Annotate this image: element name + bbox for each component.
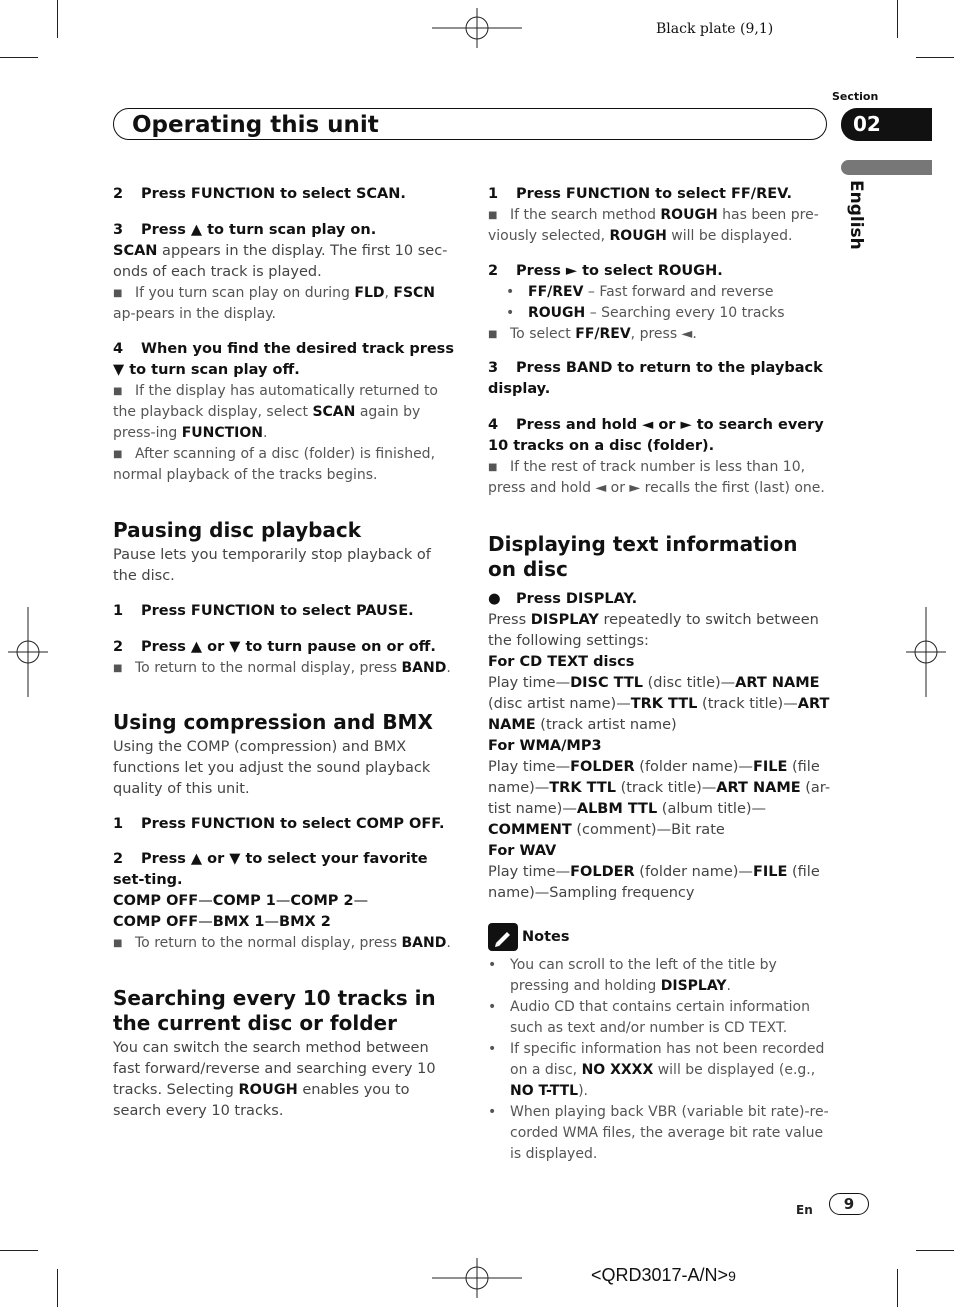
square-bullet-icon: ■ — [488, 210, 498, 221]
bold-term: ART NAME — [488, 696, 830, 733]
bold-term: TRK TTL — [549, 780, 616, 796]
bullet-icon: • — [488, 1041, 497, 1057]
paragraph — [488, 610, 832, 652]
bold-term: ROUGH — [528, 305, 586, 321]
bold-term: ART NAME — [716, 780, 801, 796]
text: Press — [488, 612, 531, 628]
text: , — [384, 285, 394, 301]
dash: — — [275, 893, 291, 909]
list-item — [488, 1102, 832, 1165]
text: If you turn scan play on during — [135, 285, 355, 301]
registration-mark-icon — [8, 607, 48, 697]
left-column — [113, 184, 455, 1122]
title-bar — [113, 108, 827, 140]
step — [113, 601, 455, 622]
text: After scanning of a disc (folder) is finished, normal playback of the tracks begins. — [113, 446, 436, 483]
bold-term: ROUGH — [609, 228, 667, 244]
text: You can scroll to the left of the title by pressing and holding — [510, 957, 777, 994]
step-number: 3 — [113, 222, 124, 238]
subheading: For WMA/MP3 — [488, 738, 602, 754]
language-code: En — [796, 1203, 813, 1217]
step — [113, 814, 455, 835]
document-code — [591, 1265, 736, 1286]
note — [113, 444, 455, 486]
note — [488, 205, 832, 247]
section-number: 02 — [841, 108, 932, 141]
bold-term: FILE — [752, 759, 788, 775]
bold-term: FUNCTION — [181, 425, 263, 441]
crop-mark — [57, 1269, 58, 1307]
section-label: Section — [832, 90, 879, 103]
step-number: 4 — [113, 341, 124, 357]
text: has been pre-viously selected, — [488, 207, 819, 244]
setting: BMX 1 — [212, 914, 265, 930]
text: . — [446, 660, 451, 676]
step-number: 2 — [488, 263, 499, 279]
subheading: For WAV — [488, 843, 557, 859]
text: (file name)—Sampling frequency — [488, 864, 820, 901]
square-bullet-icon: ■ — [113, 288, 123, 299]
bold-term: BAND — [401, 660, 447, 676]
registration-mark-icon — [432, 1258, 522, 1298]
step-text: Press FUNCTION to select PAUSE. — [141, 603, 414, 619]
note — [488, 457, 832, 499]
step-text: Press ▲ or ▼ to turn pause on or off. — [141, 639, 436, 655]
text: ap-pears in the display. — [113, 306, 276, 322]
setting: COMP OFF — [113, 893, 199, 909]
section-heading: Displaying text information on disc — [488, 532, 798, 581]
bold-term: FSCN — [393, 285, 436, 301]
bold-term: COMMENT — [488, 822, 572, 838]
text: will be displayed (e.g., — [653, 1062, 816, 1078]
text: (folder name)— — [634, 864, 753, 880]
paragraph — [488, 757, 832, 841]
note — [488, 324, 832, 345]
list-item — [488, 997, 832, 1039]
page-number: 9 — [829, 1193, 869, 1215]
bullet-icon: • — [506, 284, 515, 300]
dash: — — [198, 914, 213, 930]
bold-term: SCAN — [312, 404, 356, 420]
square-bullet-icon: ■ — [113, 663, 123, 674]
bold-term: DISPLAY — [660, 978, 727, 994]
bold-term: FLD — [354, 285, 385, 301]
step-number: 3 — [488, 360, 499, 376]
setting: COMP 2 — [290, 893, 354, 909]
bold-term: DISC TTL — [570, 675, 644, 691]
note — [113, 933, 455, 954]
step-number: 2 — [113, 851, 124, 867]
step-text: Press FUNCTION to select SCAN. — [141, 186, 406, 202]
setting-sequence — [113, 891, 455, 912]
text: . — [726, 978, 731, 994]
step — [113, 637, 455, 658]
text: . — [446, 935, 451, 951]
step-number: 1 — [113, 816, 124, 832]
text: repeatedly to switch between the following settings: — [488, 612, 819, 649]
setting: BMX 2 — [279, 914, 331, 930]
pencil-note-icon — [488, 923, 518, 951]
list-item — [488, 1039, 832, 1102]
text: . — [263, 425, 268, 441]
bold-term: ALBM TTL — [576, 801, 658, 817]
square-bullet-icon: ■ — [488, 462, 498, 473]
crop-mark — [0, 1250, 38, 1251]
square-bullet-icon: ■ — [488, 329, 498, 340]
bullet-icon: • — [488, 1104, 497, 1120]
text: If specific information has not been recorded on a disc, — [510, 1041, 825, 1078]
step-text: Press ► to select ROUGH. — [516, 263, 723, 279]
step — [488, 358, 832, 400]
crop-mark — [897, 0, 898, 38]
paragraph: Using the COMP (compression) and BMX functions let you adjust the sound playback quality of this unit. — [113, 739, 431, 797]
bold-term: FOLDER — [570, 864, 635, 880]
section-heading: Pausing disc playback — [113, 518, 362, 542]
text: will be displayed. — [666, 228, 793, 244]
text: If the display has automatically returned to the playback display, select — [113, 383, 438, 420]
setting: COMP OFF — [113, 914, 199, 930]
step-number: 4 — [488, 417, 499, 433]
note — [113, 658, 455, 679]
code-number: 9 — [728, 1268, 736, 1284]
list-item — [488, 282, 832, 303]
text: Play time— — [488, 675, 571, 691]
text: ). — [578, 1083, 589, 1099]
text: again by press-ing — [113, 404, 421, 441]
setting: COMP 1 — [212, 893, 276, 909]
paragraph — [113, 1038, 455, 1122]
bullet-icon: • — [488, 999, 497, 1015]
paragraph — [488, 673, 832, 736]
page-title: Operating this unit — [132, 112, 379, 138]
text: – Fast forward and reverse — [583, 284, 774, 300]
bullet-icon: • — [488, 957, 497, 973]
step — [488, 261, 832, 282]
round-bullet-icon: ● — [488, 591, 501, 607]
text: To select — [510, 326, 576, 342]
step-text: When you find the desired track press ▼ to turn scan play off. — [113, 341, 454, 378]
bold-term: DISPLAY — [530, 612, 599, 628]
step-number: 2 — [113, 186, 124, 202]
text: You can switch the search method between fast forward/reverse and searching every 10 tracks. Selecting — [113, 1040, 436, 1098]
step-text: Press and hold ◄ or ► to search every 10 tracks on a disc (folder). — [488, 417, 824, 454]
dash: — — [264, 914, 280, 930]
step-number: 2 — [113, 639, 124, 655]
text: (track artist name) — [535, 717, 677, 733]
bold-term: TRK TTL — [630, 696, 698, 712]
bold-term: FF/REV — [575, 326, 631, 342]
code-text: <QRD3017-A/N> — [591, 1265, 729, 1285]
step — [113, 220, 455, 241]
text: If the search method — [510, 207, 661, 223]
bold-term: FOLDER — [570, 759, 635, 775]
text: (folder name)— — [634, 759, 753, 775]
right-column — [488, 184, 832, 1165]
registration-mark-icon — [432, 8, 522, 48]
text: – Searching every 10 tracks — [585, 305, 785, 321]
plate-label: Black plate (9,1) — [656, 21, 774, 37]
step-text: Press FUNCTION to select FF/REV. — [516, 186, 792, 202]
notes-list — [488, 955, 832, 1165]
text: Play time— — [488, 759, 571, 775]
step — [113, 339, 455, 381]
text: Play time— — [488, 864, 571, 880]
square-bullet-icon: ■ — [113, 386, 123, 397]
bold-term: FF/REV — [528, 284, 584, 300]
paragraph: Pause lets you temporarily stop playback of the disc. — [113, 547, 431, 584]
bold-term: BAND — [401, 935, 447, 951]
crop-mark — [916, 1250, 954, 1251]
step — [113, 184, 455, 205]
text: To return to the normal display, press — [135, 935, 402, 951]
note — [113, 283, 455, 325]
text: To return to the normal display, press — [135, 660, 402, 676]
text: appears in the display. The first 10 sec-onds of each track is played. — [113, 243, 448, 280]
text: (album title)— — [657, 801, 767, 817]
text: (ar-tist name)— — [488, 780, 831, 817]
bold-term: ROUGH — [660, 207, 718, 223]
text: (track title)— — [615, 780, 717, 796]
registration-mark-icon — [906, 607, 946, 697]
bullet-icon: • — [506, 305, 515, 321]
crop-mark — [57, 0, 58, 38]
dash: — — [353, 893, 369, 909]
text: (file name)— — [488, 759, 820, 796]
text: (track title)— — [697, 696, 798, 712]
text: When playing back VBR (variable bit rate)-re-corded WMA files, the average bit rate value is displayed. — [510, 1104, 829, 1162]
list-item — [488, 303, 832, 324]
step-text: Press ▲ or ▼ to select your favorite set-ting. — [113, 851, 428, 888]
bold-term: SCAN — [113, 243, 158, 259]
section-heading: Searching every 10 tracks in the current disc or folder — [113, 986, 436, 1035]
step — [113, 849, 455, 891]
text: Audio CD that contains certain information such as text and/or number is CD TEXT. — [510, 999, 810, 1036]
square-bullet-icon: ■ — [113, 449, 123, 460]
step-text: Press FUNCTION to select COMP OFF. — [141, 816, 445, 832]
text: , press ◄. — [630, 326, 697, 342]
step — [488, 589, 832, 610]
paragraph — [113, 241, 455, 283]
square-bullet-icon: ■ — [113, 938, 123, 949]
crop-mark — [916, 57, 954, 58]
text: (comment)—Bit rate — [571, 822, 725, 838]
bold-term: NO XXXX — [581, 1062, 654, 1078]
paragraph — [488, 862, 832, 904]
crop-mark — [897, 1269, 898, 1307]
text: If the rest of track number is less than 10, press and hold ◄ or ► recalls the first (last) one. — [488, 459, 825, 496]
bold-term: ART NAME — [735, 675, 820, 691]
text: (disc title)— — [643, 675, 736, 691]
text: enables you to search every 10 tracks. — [113, 1082, 410, 1119]
text: (disc artist name)— — [488, 696, 631, 712]
step — [488, 415, 832, 457]
section-heading: Using compression and BMX — [113, 710, 433, 734]
note — [113, 381, 455, 444]
notes-title: Notes — [522, 928, 570, 945]
list-item — [488, 955, 832, 997]
step-text: Press BAND to return to the playback display. — [488, 360, 823, 397]
bold-term: ROUGH — [238, 1082, 298, 1098]
step — [488, 184, 832, 205]
language-tab: English — [846, 180, 866, 250]
crop-mark — [0, 57, 38, 58]
step-number: 1 — [113, 603, 124, 619]
step-text: Press ▲ to turn scan play on. — [141, 222, 377, 238]
setting-sequence — [113, 912, 455, 933]
step-number: 1 — [488, 186, 499, 202]
subheading: For CD TEXT discs — [488, 654, 635, 670]
bold-term: FILE — [752, 864, 788, 880]
bold-term: NO T-TTL — [510, 1083, 579, 1099]
step-text: Press DISPLAY. — [516, 591, 638, 607]
notes-heading — [488, 923, 832, 951]
language-tab-bar — [841, 160, 932, 175]
dash: — — [198, 893, 213, 909]
